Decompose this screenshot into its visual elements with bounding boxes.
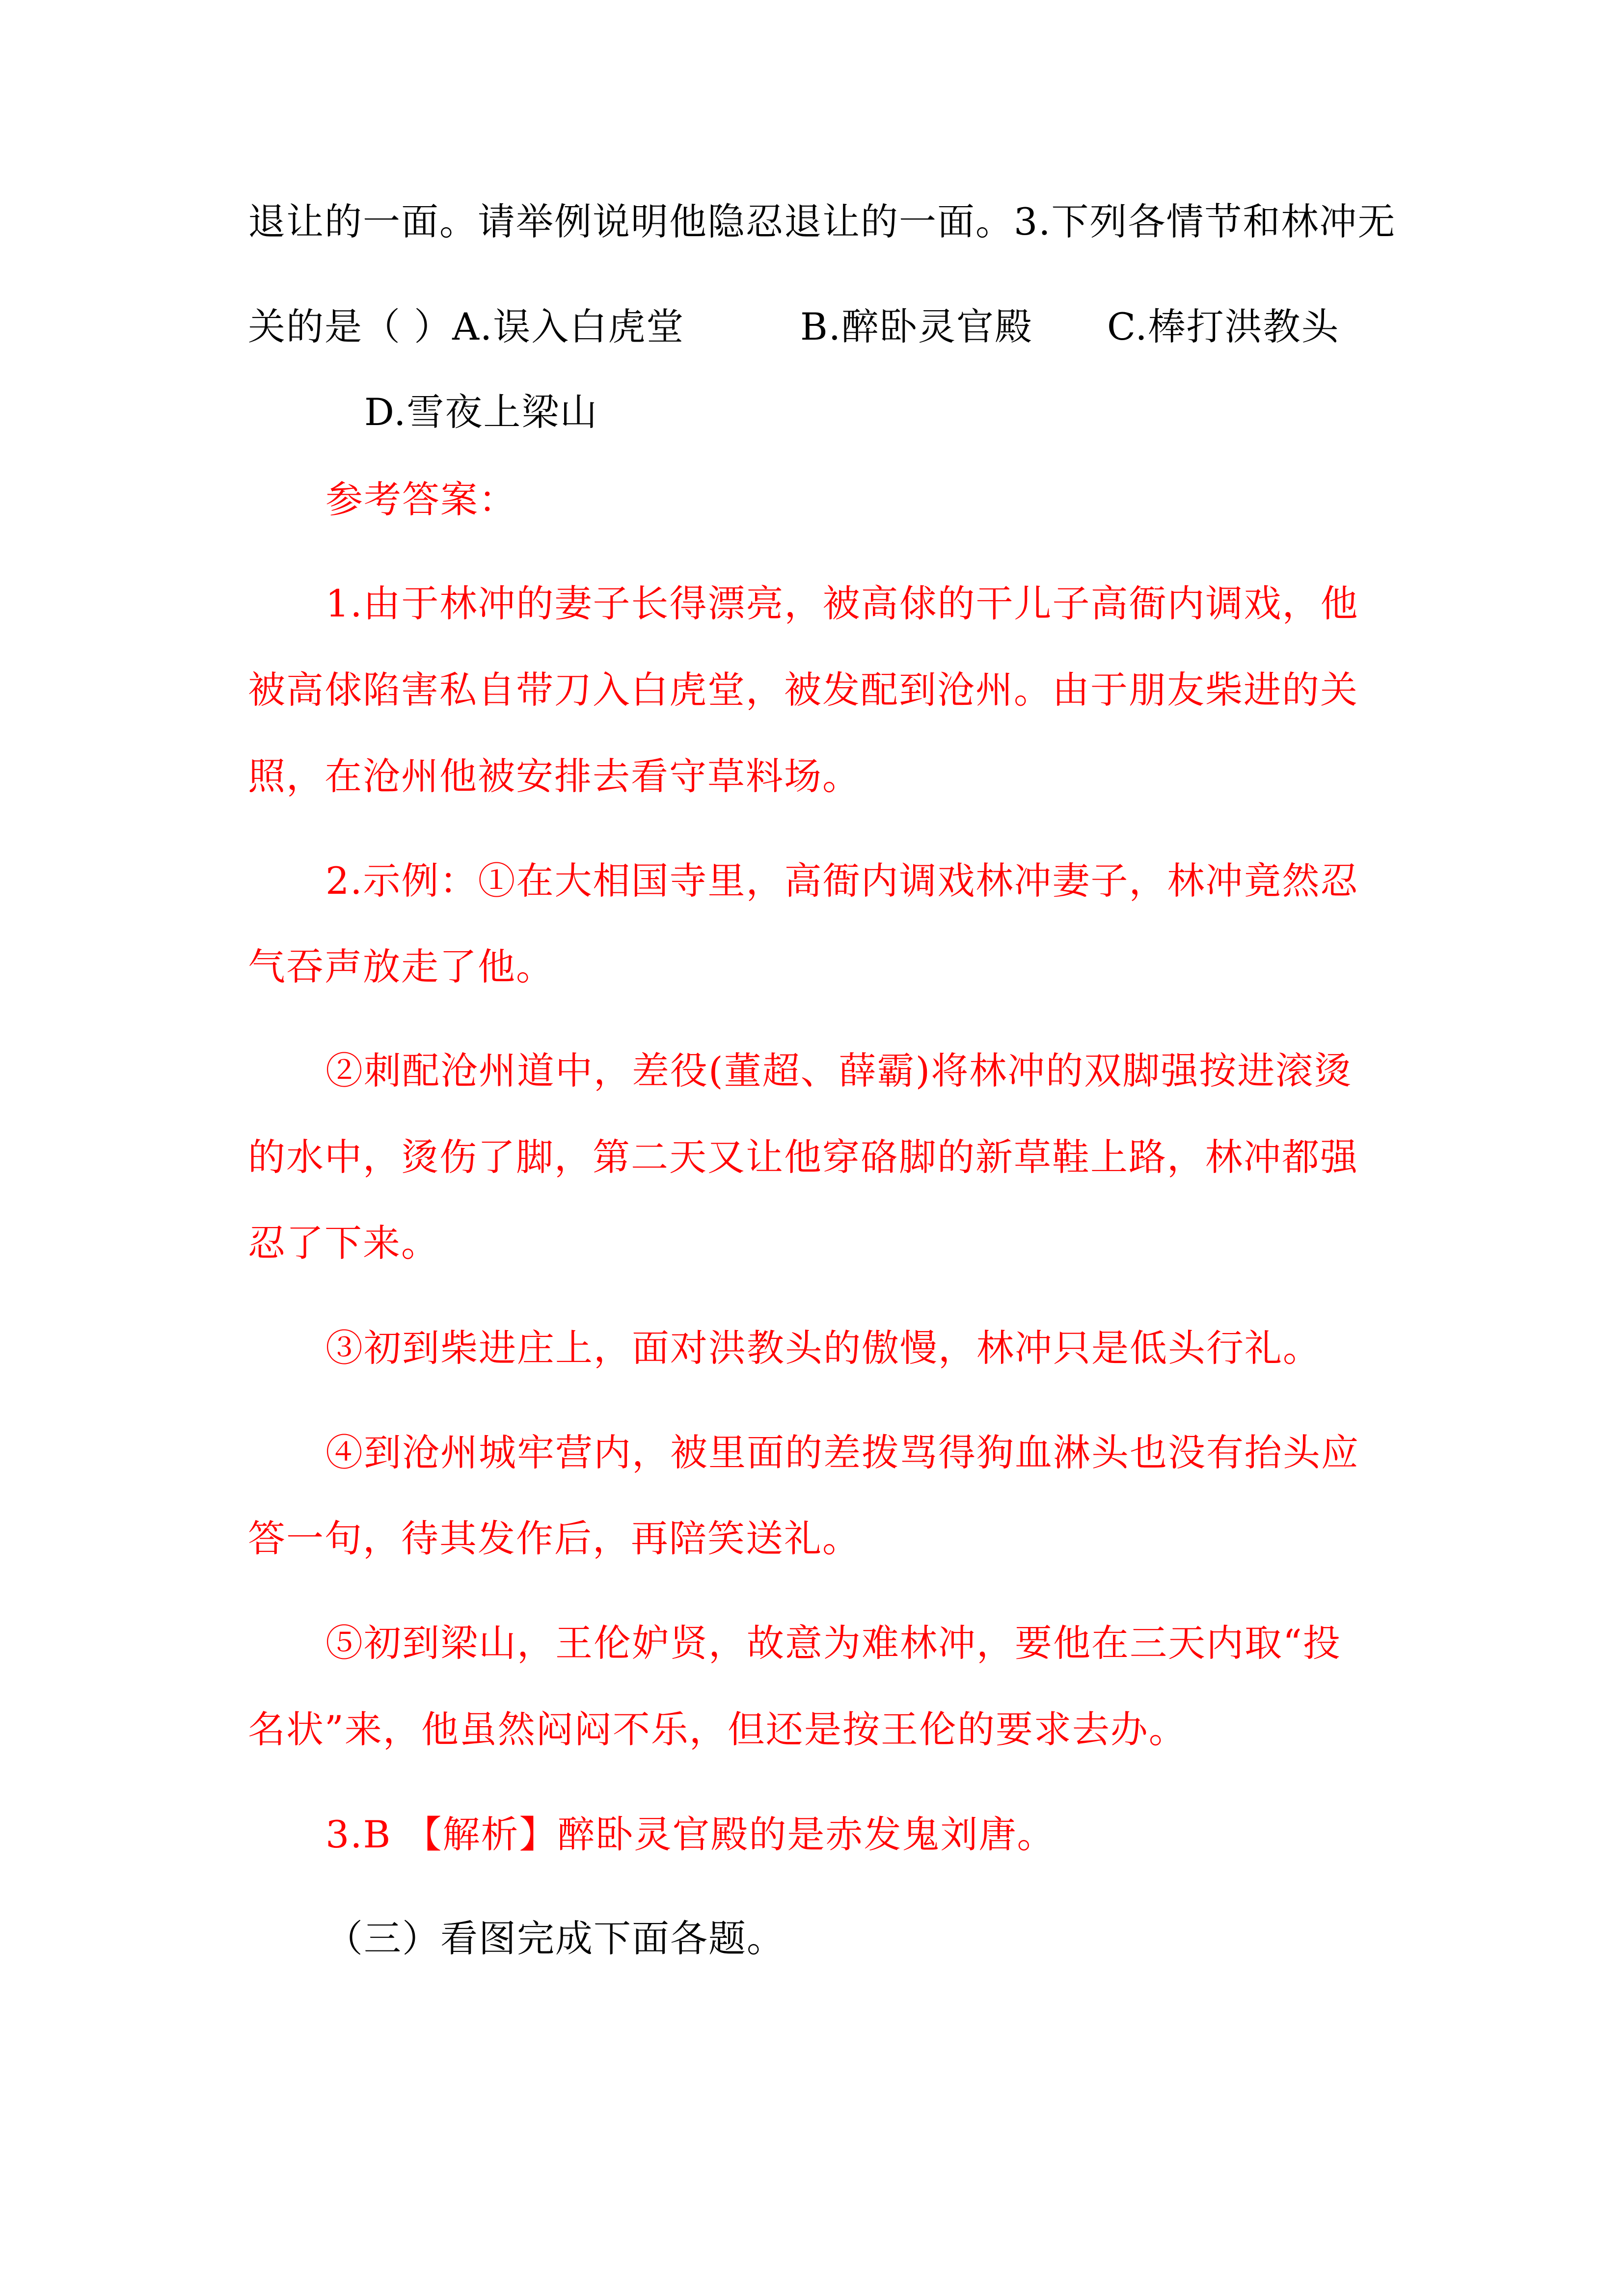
option-a: A.误入白虎堂 <box>452 305 685 348</box>
option-d: D.雪夜上梁山 <box>364 390 598 434</box>
answer-2-item-2-line-1: ②刺配沧州道中，差役(董超、薛霸)将林冲的双脚强按进滚烫 <box>325 1049 1353 1093</box>
answer-1-line-1: 1.由于林冲的妻子长得漂亮，被高俅的干儿子高衙内调戏，他 <box>325 582 1359 625</box>
answer-2-item-4-line-2: 答一句，待其发作后，再陪笑送礼。 <box>248 1517 861 1560</box>
answer-2-item-2-line-2: 的水中，烫伤了脚，第二天又让他穿硌脚的新草鞋上路，林冲都强 <box>248 1135 1358 1179</box>
answer-2-line-2: 气吞声放走了他。 <box>248 945 554 988</box>
answer-2-line-1: 2.示例：①在大相国寺里，高衙内调戏林冲妻子，林冲竟然忍 <box>325 859 1359 903</box>
option-c: C.棒打洪教头 <box>1107 305 1340 348</box>
answer-2-item-3: ③初到柴进庄上，面对洪教头的傲慢，林冲只是低头行礼。 <box>325 1326 1321 1370</box>
option-b: B.醉卧灵官殿 <box>800 305 1033 348</box>
answer-2-item-2-line-3: 忍了下来。 <box>248 1221 439 1265</box>
question-stem-end: 关的是（ ） <box>248 305 453 348</box>
section-three-heading: （三）看图完成下面各题。 <box>325 1917 785 1960</box>
question-line-2 <box>248 302 684 351</box>
answer-1-line-3: 照，在沧州他被安排去看守草料场。 <box>248 754 861 798</box>
answers-heading: 参考答案： <box>325 478 517 521</box>
answer-3: 3.B 【解析】醉卧灵官殿的是赤发鬼刘唐。 <box>325 1813 1056 1856</box>
answer-1-line-2: 被高俅陷害私自带刀入白虎堂，被发配到沧州。由于朋友柴进的关 <box>248 668 1358 712</box>
answer-2-item-4-line-1: ④到沧州城牢营内，被里面的差拨骂得狗血淋头也没有抬头应 <box>325 1431 1359 1474</box>
question-line-1: 退让的一面。请举例说明他隐忍退让的一面。3.下列各情节和林冲无 <box>248 200 1396 243</box>
answer-2-item-5-line-2: 名状”来，他虽然闷闷不乐，但还是按王伦的要求去办。 <box>248 1708 1187 1751</box>
answer-2-item-5-line-1: ⑤初到梁山，王伦妒贤，故意为难林冲，要他在三天内取“投 <box>325 1621 1341 1665</box>
